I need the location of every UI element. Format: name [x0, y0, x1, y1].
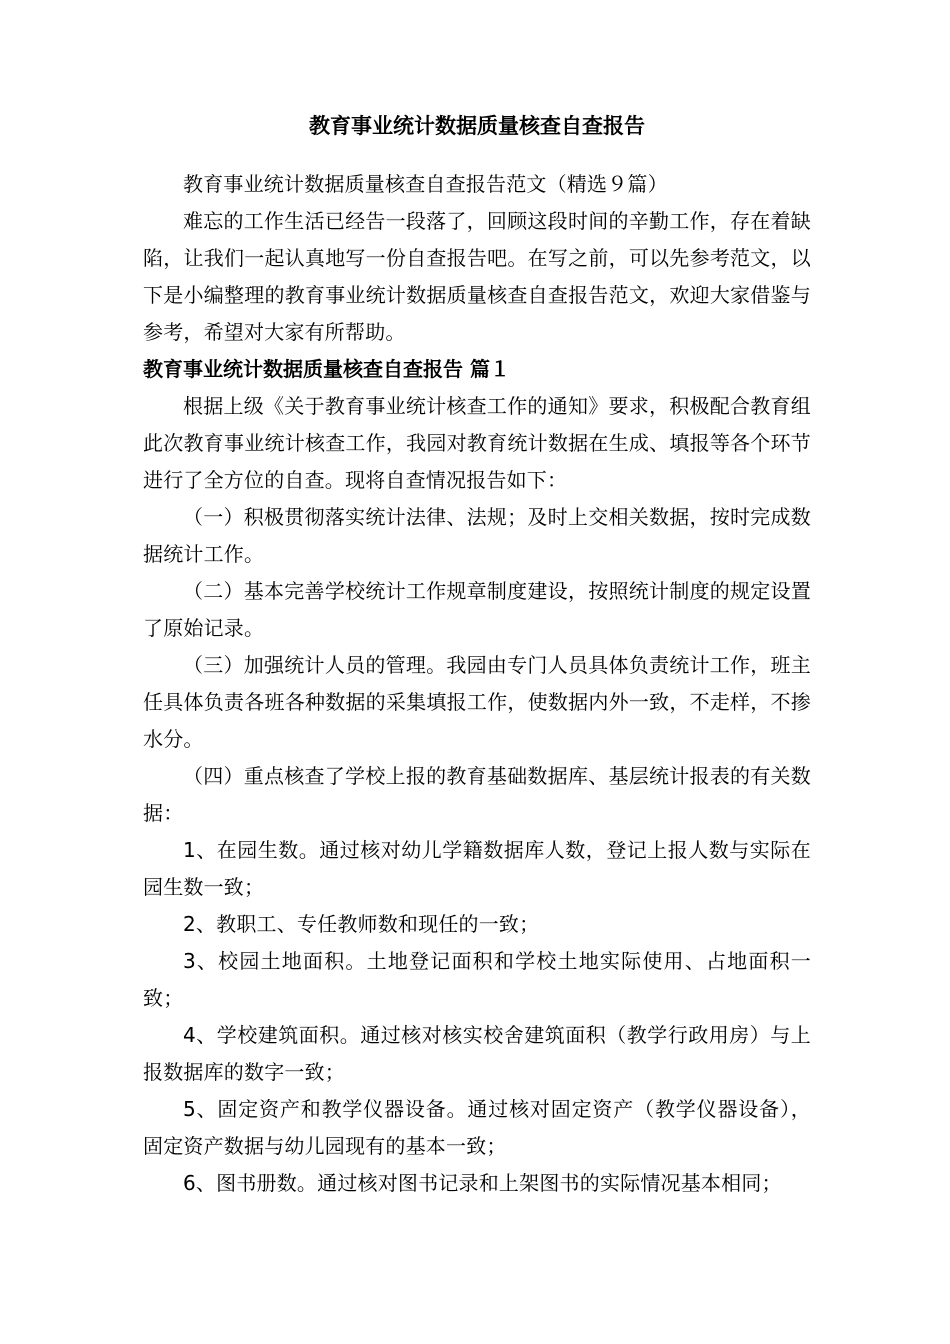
list-item: 6、图书册数。通过核对图书记录和上架图书的实际情况基本相同； [183, 1171, 782, 1195]
body-paragraph: （一）积极贯彻落实统计法律、法规；及时上交相关数据，按时完成数据统计工作。 [143, 505, 811, 566]
document-title: 教育事业统计数据质量核查自查报告 [309, 114, 645, 138]
list-item: 5、固定资产和教学仪器设备。通过核对固定资产（教学仪器设备），固定资产数据与幼儿园现有的基本一致； [143, 1097, 811, 1158]
body-paragraph: 根据上级《关于教育事业统计核查工作的通知》要求，积极配合教育组此次教育事业统计核查工作，我园对教育统计数据在生成、填报等各个环节进行了全方位的自查。现将自查情况报告如下： [143, 394, 811, 492]
list-item: 3、校园土地面积。土地登记面积和学校土地实际使用、占地面积一致； [143, 949, 811, 1010]
body-paragraph: （二）基本完善学校统计工作规章制度建设，按照统计制度的规定设置了原始记录。 [143, 579, 811, 640]
document-subtitle: 教育事业统计数据质量核查自查报告范文（精选９篇） [183, 172, 668, 196]
list-item: 1、在园生数。通过核对幼儿学籍数据库人数，登记上报人数与实际在园生数一致； [143, 838, 811, 899]
list-item: 2、教职工、专任教师数和现任的一致； [183, 912, 540, 936]
section-heading: 教育事业统计数据质量核查自查报告 篇１ [143, 357, 510, 381]
list-item: 4、学校建筑面积。通过核对核实校舍建筑面积（教学行政用房）与上报数据库的数字一致； [143, 1023, 811, 1084]
document-page [143, 108, 811, 1202]
body-paragraph: （四）重点核查了学校上报的教育基础数据库、基层统计报表的有关数据： [143, 764, 811, 825]
body-paragraph: （三）加强统计人员的管理。我园由专门人员具体负责统计工作，班主任具体负责各班各种数据的采集填报工作，使数据内外一致，不走样，不掺水分。 [143, 653, 811, 751]
intro-paragraph: 难忘的工作生活已经告一段落了，回顾这段时间的辛勤工作，存在着缺陷，让我们一起认真地写一份自查报告吧。在写之前，可以先参考范文，以下是小编整理的教育事业统计数据质量核查自查报告范文，欢迎大家借鉴与参考，希望对大家有所帮助。 [143, 209, 811, 344]
